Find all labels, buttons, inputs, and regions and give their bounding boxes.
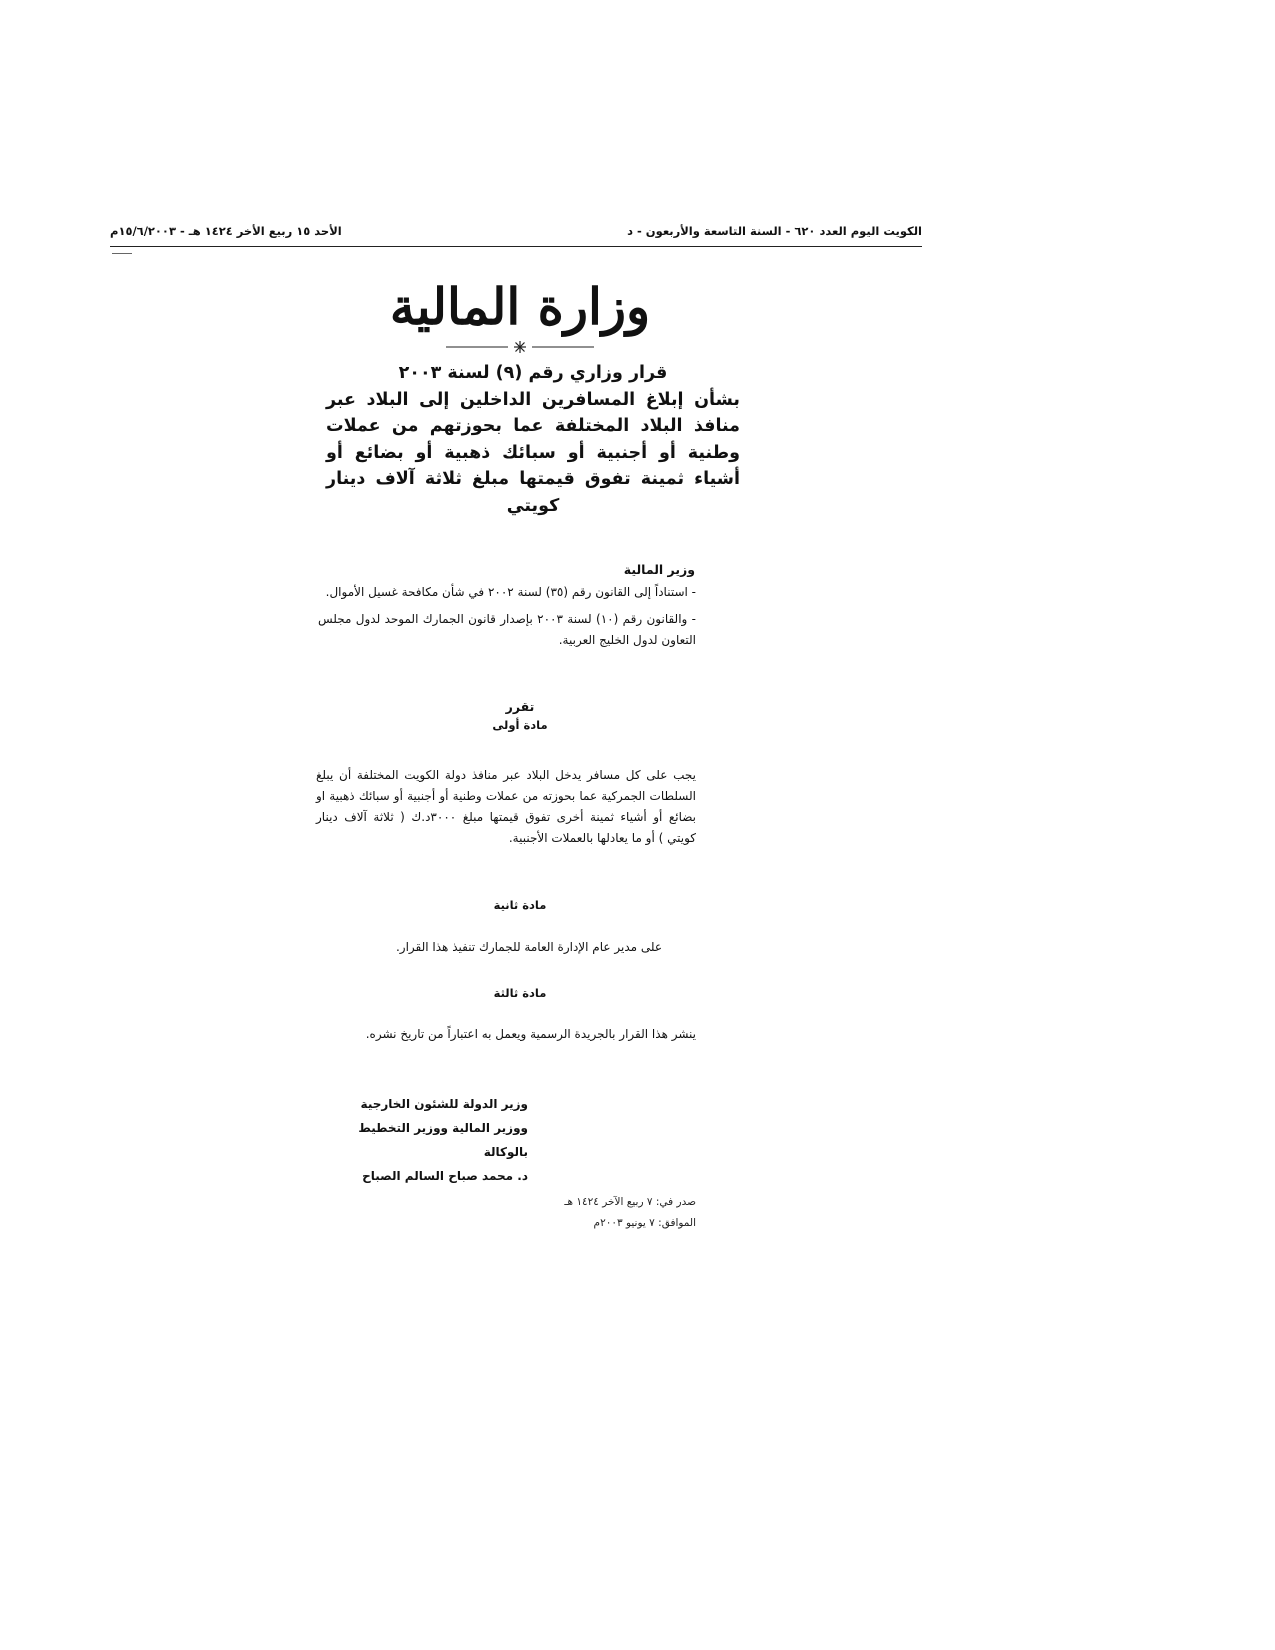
article-1-text: يجب على كل مسافر يدخل البلاد عبر منافذ دولة الكويت المختلفة أن يبلغ السلطات الجمركية عما بحوزته من عملات وطنية أو أجنبية أو سبائك ذهبية او بضائع أو أشياء ثمينة أخرى تفوق قيمتها مبلغ ٣٠٠٠د.ك ( ثلاثة آلاف دينار كويتي ) أو ما يعادلها بالعملات الأجنبية.: [316, 768, 696, 845]
article-3-heading: مادة ثالثة: [493, 986, 547, 1000]
signature-title-2: ووزير المالية ووزير التخطيط بالوكالة: [358, 1121, 528, 1159]
header-divider-mark: [112, 253, 132, 254]
article-1-heading: مادة أولى: [492, 718, 548, 732]
minister-label: وزير المالية: [623, 562, 695, 577]
article-3-text: ينشر هذا القرار بالجريدة الرسمية ويعمل به اعتباراً من تاريخ نشره.: [365, 1027, 696, 1041]
preamble-item-law-35: - استناداً إلى القانون رقم (٣٥) لسنة ٢٠٠٢ في شأن مكافحة غسيل الأموال.: [325, 585, 696, 599]
article-2-text: على مدير عام الإدارة العامة للجمارك تنفيذ هذا القرار.: [395, 940, 662, 954]
signature-title-1: وزير الدولة للشئون الخارجية: [360, 1097, 528, 1111]
issue-info: الكويت اليوم العدد ٦٢٠ - السنة التاسعة والأربعون - د: [627, 224, 922, 238]
gazette-header: [110, 224, 922, 242]
decision-number: قرار وزاري رقم (٩) لسنة ٢٠٠٣: [398, 363, 668, 383]
issue-date: الأحد ١٥ ربيع الأخر ١٤٢٤ هـ - ١٥/٦/٢٠٠٣م: [110, 224, 342, 238]
signature-name: د. محمد صباح السالم الصباح: [362, 1169, 528, 1183]
decision-title: [326, 360, 740, 519]
decision-subject: بشأن إبلاغ المسافرين الداخلين إلى البلاد عبر منافذ البلاد المختلفة عما بحوزتهم من عملات وطنية أو أجنبية أو سبائك ذهبية أو بضائع أو أشياء ثمينة تفوق قيمتها مبلغ ثلاثة آلاف دينار كويتي: [326, 389, 740, 516]
preamble-item-law-10: - والقانون رقم (١٠) لسنة ٢٠٠٣ بإصدار قانون الجمارك الموحد لدول مجلس التعاون لدول الخليج العربية.: [318, 612, 696, 647]
issued-gregorian: الموافق: ٧ يونيو ٢٠٠٣م: [593, 1217, 696, 1229]
decides-label: تقرر: [505, 699, 535, 714]
issued-hijri: صدر في: ٧ ربيع الآخر ١٤٢٤ هـ: [564, 1196, 696, 1208]
issue-dates: [520, 1192, 696, 1234]
header-divider: [110, 246, 922, 247]
preamble: [318, 582, 696, 657]
ministry-title: وزارة المالية: [389, 277, 651, 336]
article-2-heading: مادة ثانية: [493, 898, 547, 912]
ornament-divider: [440, 340, 600, 354]
signature-block: [328, 1092, 528, 1188]
